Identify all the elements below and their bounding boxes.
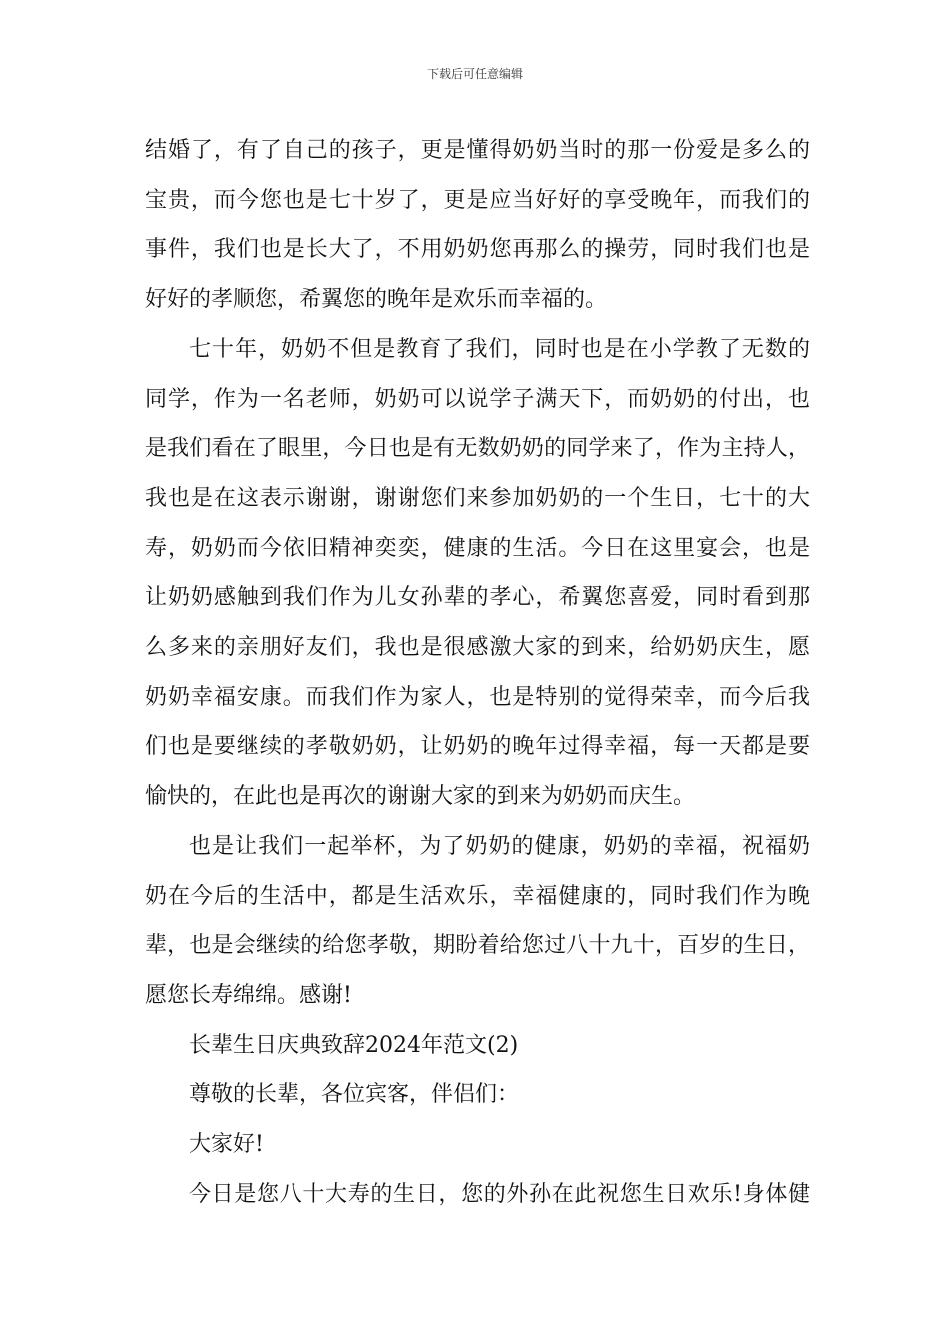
text-line: 事件，我们也是长大了，不用奶奶您再那么的操劳，同时我们也是: [145, 237, 810, 263]
text-line: 辈，也是会继续的给您孝敬，期盼着给您过八十九十，百岁的生日，: [145, 933, 810, 959]
text-line: 尊敬的长辈，各位宾客，伴侣们：: [189, 1082, 520, 1108]
text-line: 寿，奶奶而今依旧精神奕奕，健康的生活。今日在这里宴会，也是: [145, 535, 810, 561]
text-line: 长辈生日庆典致辞2024年范文(2): [189, 1032, 519, 1058]
document-body: [145, 126, 810, 1219]
paragraph: [145, 1021, 810, 1071]
page-header: 下载后可任意编辑: [426, 67, 523, 81]
text-line: 奶奶幸福安康。而我们作为家人，也是特别的觉得荣幸，而今后我: [145, 684, 810, 710]
text-line: 们也是要继续的孝敬奶奶，让奶奶的晚年过得幸福，每一天都是要: [145, 734, 810, 760]
text-line: 是我们看在了眼里，今日也是有无数奶奶的同学来了，作为主持人，: [145, 436, 810, 462]
text-line: 同学，作为一名老师，奶奶可以说学子满天下，而奶奶的付出，也: [145, 386, 810, 412]
text-line: 也是让我们一起举杯，为了奶奶的健康，奶奶的幸福，祝福奶: [189, 833, 810, 859]
text-line: 让奶奶感触到我们作为儿女孙辈的孝心，希翼您喜爱，同时看到那: [145, 585, 810, 611]
paragraph: [145, 1170, 810, 1220]
paragraph: [145, 1120, 810, 1170]
paragraph: [145, 126, 810, 325]
text-line: 结婚了，有了自己的孩子，更是懂得奶奶当时的那一份爱是多么的: [145, 138, 810, 163]
text-line: 奶在今后的生活中，都是生活欢乐，幸福健康的，同时我们作为晚: [145, 883, 810, 909]
paragraph: [145, 325, 810, 822]
text-line: 好好的孝顺您，希翼您的晚年是欢乐而幸福的。: [145, 287, 608, 313]
paragraph: [145, 1070, 810, 1120]
paragraph: [145, 822, 810, 1021]
text-line: 我也是在这表示谢谢，谢谢您们来参加奶奶的一个生日，七十的大: [145, 485, 810, 511]
text-line: 今日是您八十大寿的生日，您的外孙在此祝您生日欢乐!身体健: [189, 1181, 810, 1207]
text-line: 愉快的，在此也是再次的谢谢大家的到来为奶奶而庆生。: [145, 784, 696, 810]
text-line: 七十年，奶奶不但是教育了我们，同时也是在小学教了无数的: [189, 336, 810, 362]
text-line: 宝贵，而今您也是七十岁了，更是应当好好的享受晚年，而我们的: [145, 187, 810, 213]
text-line: 大家好!: [189, 1132, 264, 1158]
text-line: 愿您长寿绵绵。感谢!: [145, 982, 352, 1008]
text-line: 么多来的亲朋好友们，我也是很感激大家的到来，给奶奶庆生，愿: [145, 635, 810, 661]
